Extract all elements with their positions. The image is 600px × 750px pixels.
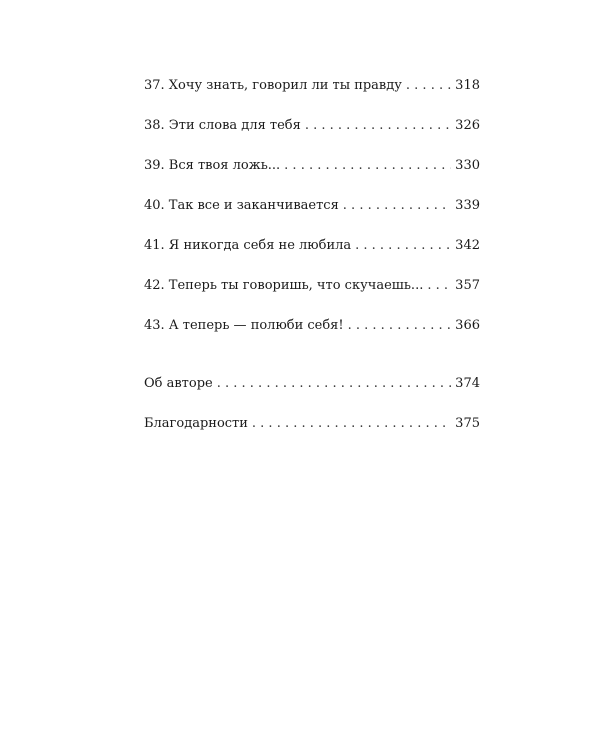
toc-entry-chapter-39[interactable]	[144, 156, 480, 176]
dot-leader	[305, 116, 451, 136]
toc-entry-acknowledgements[interactable]	[144, 414, 480, 434]
dot-leader	[343, 196, 451, 216]
toc-entry-page-number: 374	[455, 376, 480, 391]
table-of-contents	[144, 76, 480, 434]
dot-leader	[406, 76, 451, 96]
dot-leader	[284, 156, 451, 176]
toc-entry-title: 43. А теперь — полюби себя!	[144, 318, 344, 333]
toc-entry-chapter-42[interactable]	[144, 276, 480, 296]
toc-entry-page-number: 330	[455, 158, 480, 173]
toc-entry-title: 40. Так все и заканчивается	[144, 198, 339, 213]
toc-entry-page-number: 318	[455, 78, 480, 93]
toc-entry-page-number: 339	[455, 198, 480, 213]
dot-leader	[355, 236, 451, 256]
toc-entry-chapter-43[interactable]	[144, 316, 480, 336]
toc-entry-title: 39. Вся твоя ложь...	[144, 158, 281, 173]
dot-leader	[427, 276, 451, 296]
toc-entry-chapter-40[interactable]	[144, 196, 480, 216]
toc-entry-title: 42. Теперь ты говоришь, что скучаешь...	[144, 278, 424, 293]
toc-entry-page-number: 342	[455, 238, 480, 253]
toc-entry-page-number: 357	[455, 278, 480, 293]
toc-entry-chapter-37[interactable]	[144, 76, 480, 96]
section-spacer	[144, 336, 480, 374]
toc-entry-chapter-38[interactable]	[144, 116, 480, 136]
toc-entry-title: 38. Эти слова для тебя	[144, 118, 301, 133]
toc-entry-title: 37. Хочу знать, говорил ли ты правду	[144, 78, 402, 93]
toc-entry-title: Благодарности	[144, 416, 248, 431]
toc-entry-title: Об авторе	[144, 376, 213, 391]
toc-entry-title: 41. Я никогда себя не любила	[144, 238, 352, 253]
dot-leader	[217, 374, 451, 394]
toc-entry-page-number: 326	[455, 118, 480, 133]
toc-entry-page-number: 366	[455, 318, 480, 333]
dot-leader	[348, 316, 452, 336]
toc-entry-chapter-41[interactable]	[144, 236, 480, 256]
toc-entry-about-author[interactable]	[144, 374, 480, 394]
toc-entry-page-number: 375	[455, 416, 480, 431]
dot-leader	[252, 414, 451, 434]
